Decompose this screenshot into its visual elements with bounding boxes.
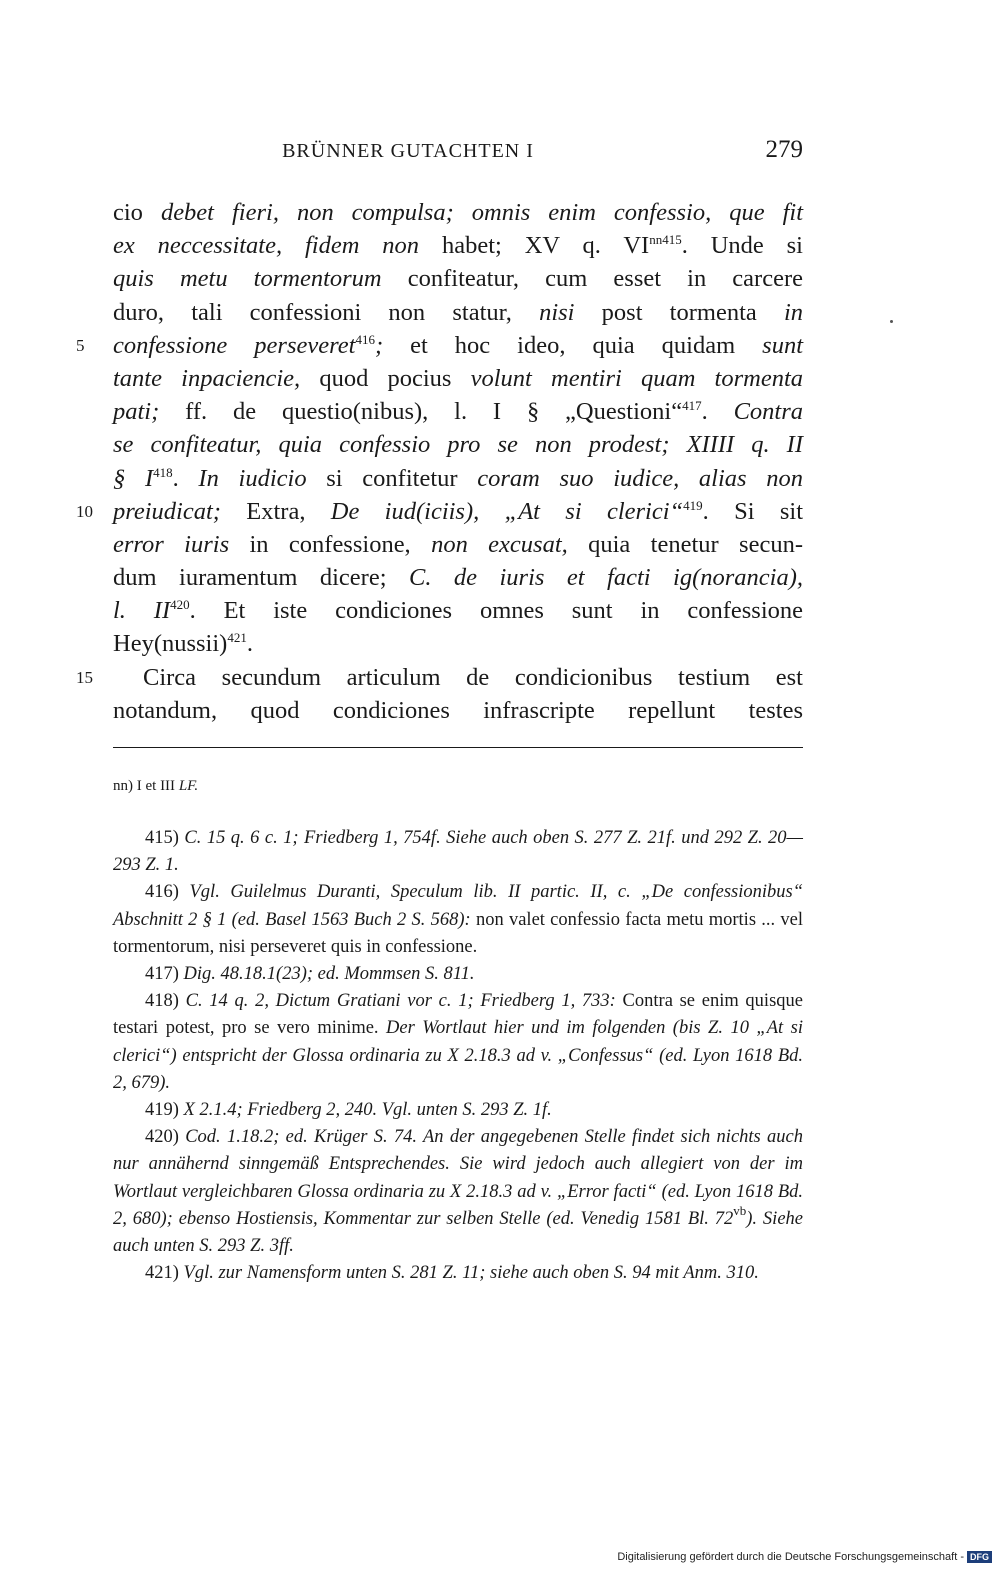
footnote-ref: 417 [682,398,702,414]
footnote-divider [113,747,803,748]
text-line-11: error iuris in confessione, non excusat, quia tenetur secun- [113,530,803,558]
footnote-420: 420) Cod. 1.18.2; ed. Krüger S. 74. An der angegebenen Stelle findet sich nichts auch nur annähernd sinngemäß Entsprechendes. Sie wird jedoch auch allegiert von der im Wortlaut vergleichbaren Glossa ordinaria zu X 2.18.3 ad v. „Error facti“ (ed. Lyon 1618 Bd. 2, 680); ebenso Hostiensis, Kommentar zur selben Stelle (ed. Venedig 1581 Bl. $72^{vb}$). Siehe auch unten S. 293 Z. 3ff. [113,1127,803,1257]
running-head [113,136,803,166]
text-line-8: se confiteatur, quia confessio pro se non prodest; XIIII q. II [113,431,803,459]
footnote-418: 418) C. 14 q. 2, Dictum Gratiani vor c. 1; Friedberg 1, 733: Contra se enim quisque testari potest, pro se vero minime. Der Wortlaut hier und im folgenden (bis Z. 10 „At si clerici“) entspricht der Glossa ordinaria zu X 2.18.3 ad v. „Confessus“ (ed. Lyon 1618 Bd. 2, 679). [113,991,803,1093]
line-number: 5 [76,335,85,355]
footnote-ref: 420 [170,597,190,613]
text-line-1: cio debet fieri, non compulsa; omnis enim confessio, que fit [113,199,803,226]
digitization-credit [617,1551,992,1563]
text-line-14: Hey(nussii)$^{421}$. [113,630,253,658]
footnote-ref: nn415 [649,232,682,248]
text-line-6: tante inpaciencie, quod pocius volunt mentiri quam tormenta [113,364,804,392]
main-text [76,196,804,727]
footnote-415: 415) C. 15 q. 6 c. 1; Friedberg 1, 754f. Siehe auch oben S. 277 Z. 21f. und 292 Z. 20—293 Z. 1. [113,828,803,876]
text-line-5: 5 confessione perseveret$^{416}$; et hoc ideo, quia quidam sunt [113,329,803,362]
footnote-ref: 421 [227,630,247,646]
text-line-13: l. II$^{420}$. Et iste condiciones omnes sunt in confessione [113,597,804,625]
line-number: 10 [76,501,93,521]
text-line-10: 10 preiudicat; Extra, De iud(iciis), „At si clerici“$^{419}$. Si sit [113,495,803,528]
footnote-ref: 419 [683,497,703,513]
text-line-9: § $I^{418}$. In iudicio si confitetur coram suo iudice, alias non [113,464,803,492]
critical-apparatus: nn) I et III LF. [113,778,199,794]
text-line-2: ex neccessitate, fidem non habet; XV q. $VI^{nn415}$. Unde si [113,232,803,260]
footnote-421: 421) Vgl. zur Namensform unten S. 281 Z. 11; siehe auch oben S. 94 mit Anm. 310. [145,1263,759,1284]
running-title: BRÜNNER GUTACHTEN I [282,140,534,162]
footnote-417: 417) Dig. 48.18.1(23); ed. Mommsen S. 811. [145,964,475,985]
footnotes [113,825,803,1287]
text-line-4: duro, tali confessioni non statur, nisi post tormenta in [113,298,803,326]
dfg-logo: DFG [967,1551,992,1563]
text-line-16: notandum, quod condiciones infrascripte repellunt testes [113,696,803,724]
text-line-3: quis metu tormentorum confiteatur, cum esset in carcere [113,265,803,293]
footnote-ref: 418 [153,464,173,480]
footnote-419: 419) X 2.1.4; Friedberg 2, 240. Vgl. unten S. 293 Z. 1f. [145,1100,552,1121]
credit-text: Digitalisierung gefördert durch die Deutsche Forschungsgemeinschaft - [617,1550,964,1563]
line-number: 15 [76,667,93,687]
footnote-416: 416) Vgl. Guilelmus Duranti, Speculum lib. II partic. II, c. „De confessionibus“ Abschnitt 2 § 1 (ed. Basel 1563 Buch 2 S. 568): non valet confessio facta metu mortis ... vel tormentorum, nisi perseveret quis in confessione. [113,882,803,957]
text-line-12: dum iuramentum dicere; C. de iuris et facti ig(norancia), [113,564,804,592]
text-line-15: 15 Circa secundum articulum de condicionibus testium est [113,661,803,694]
text-line-7: pati; ff. de questio(nibus), l. I § „Questioni“$^{417}$. Contra [113,398,803,426]
page-number: 279 [765,136,803,163]
footnote-ref: 416 [355,331,375,347]
scan-speck [890,320,893,323]
